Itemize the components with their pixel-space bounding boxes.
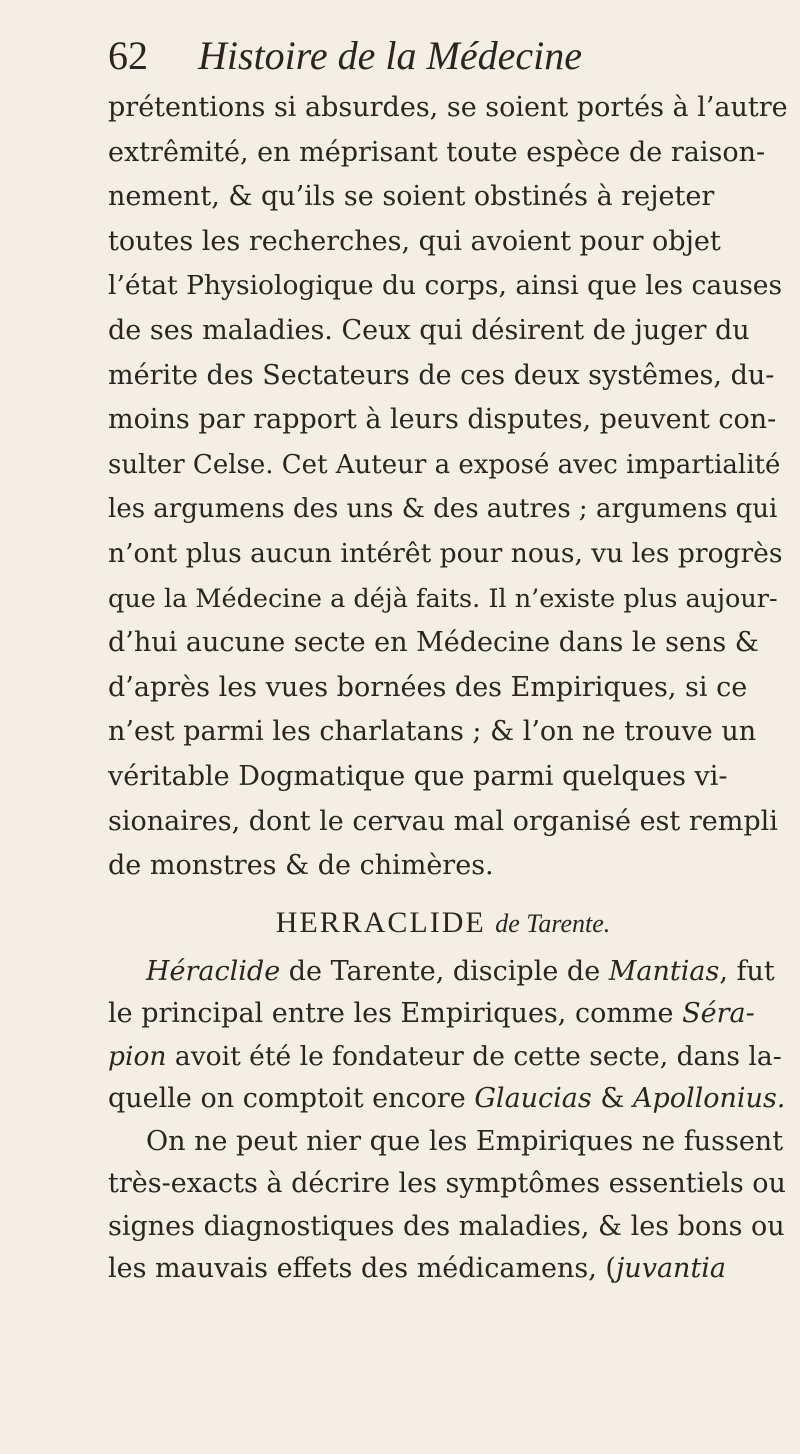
- person-name: Mantias: [608, 955, 720, 987]
- page-number: 62: [108, 33, 148, 78]
- text-line: [108, 951, 778, 994]
- text-run: le principal entre les Empiriques, comme: [108, 998, 683, 1030]
- text-line: prétentions si absurdes, se soient portés à l’autre: [108, 92, 788, 123]
- text-line: de monstres & de chimères.: [108, 850, 494, 882]
- text-line: très-exacts à décrire les symptômes essentiels ou: [108, 1168, 786, 1200]
- text-line: [108, 1248, 778, 1291]
- person-name: Apollonius.: [632, 1083, 786, 1115]
- text-line: d’hui aucune secte en Médecine dans le sens &: [108, 627, 759, 659]
- text-line: l’état Physiologique du corps, ainsi que les causes: [108, 270, 783, 302]
- text-run: , fut: [719, 955, 775, 987]
- text-body: [108, 86, 788, 1291]
- text-run: les mauvais effets des médicamens, (: [108, 1253, 616, 1285]
- section-name: HERRACLIDE: [275, 905, 486, 939]
- section-place: de Tarente.: [495, 908, 611, 938]
- text-run: &: [591, 1083, 633, 1115]
- text-line: toutes les recherches, qui avoient pour objet: [108, 225, 721, 257]
- section-heading: [108, 895, 778, 951]
- text-line: de ses maladies. Ceux qui désirent de juger du: [108, 314, 750, 346]
- text-line: moins par rapport à leurs disputes, peuvent con-: [108, 404, 777, 436]
- text-line: mérite des Sectateurs de ces deux systêmes, du-: [108, 359, 775, 391]
- person-name: Glaucias: [474, 1083, 592, 1115]
- text-line: que la Médecine a déjà faits. Il n’existe plus aujour-: [108, 583, 778, 614]
- text-line: extrêmité, en méprisant toute espèce de raison-: [108, 136, 766, 168]
- text-run: quelle on comptoit encore: [108, 1083, 475, 1115]
- person-name: Héraclide: [146, 955, 281, 987]
- text-line: sionaires, dont le cervau mal organisé est rempli: [108, 805, 778, 837]
- text-line: [108, 1036, 782, 1079]
- text-line: [108, 993, 778, 1036]
- person-name: Séra-: [682, 998, 755, 1030]
- text-line: les argumens des uns & des autres ; argumens qui: [108, 494, 778, 525]
- running-header: [108, 32, 708, 92]
- text-run: de Tarente, disciple de: [280, 955, 609, 987]
- text-run: avoit été le fondateur de cette secte, dans la-: [166, 1040, 782, 1072]
- text-line: sulter Celse. Cet Auteur a exposé avec impartialité: [108, 449, 781, 480]
- text-line: On ne peut nier que les Empiriques ne fussent: [146, 1125, 784, 1157]
- text-line: nement, & qu’ils se soient obstinés à rejeter: [108, 181, 715, 213]
- text-line: véritable Dogmatique que parmi quelques vi-: [108, 760, 728, 792]
- text-line: n’ont plus aucun intérêt pour nous, vu les progrès: [108, 537, 783, 569]
- latin-term: juvantia: [615, 1253, 727, 1285]
- text-line: signes diagnostiques des maladies, & les bons ou: [108, 1210, 785, 1242]
- paragraph-2: [108, 951, 786, 1291]
- running-title: Histoire de la Médecine: [198, 33, 582, 78]
- text-line: d’après les vues bornées des Empiriques, si ce: [108, 671, 748, 703]
- paragraph-1: [108, 86, 788, 889]
- person-name: pion: [108, 1040, 167, 1072]
- text-line: n’est parmi les charlatans ; & l’on ne trouve un: [108, 716, 757, 748]
- text-line: [108, 1078, 786, 1121]
